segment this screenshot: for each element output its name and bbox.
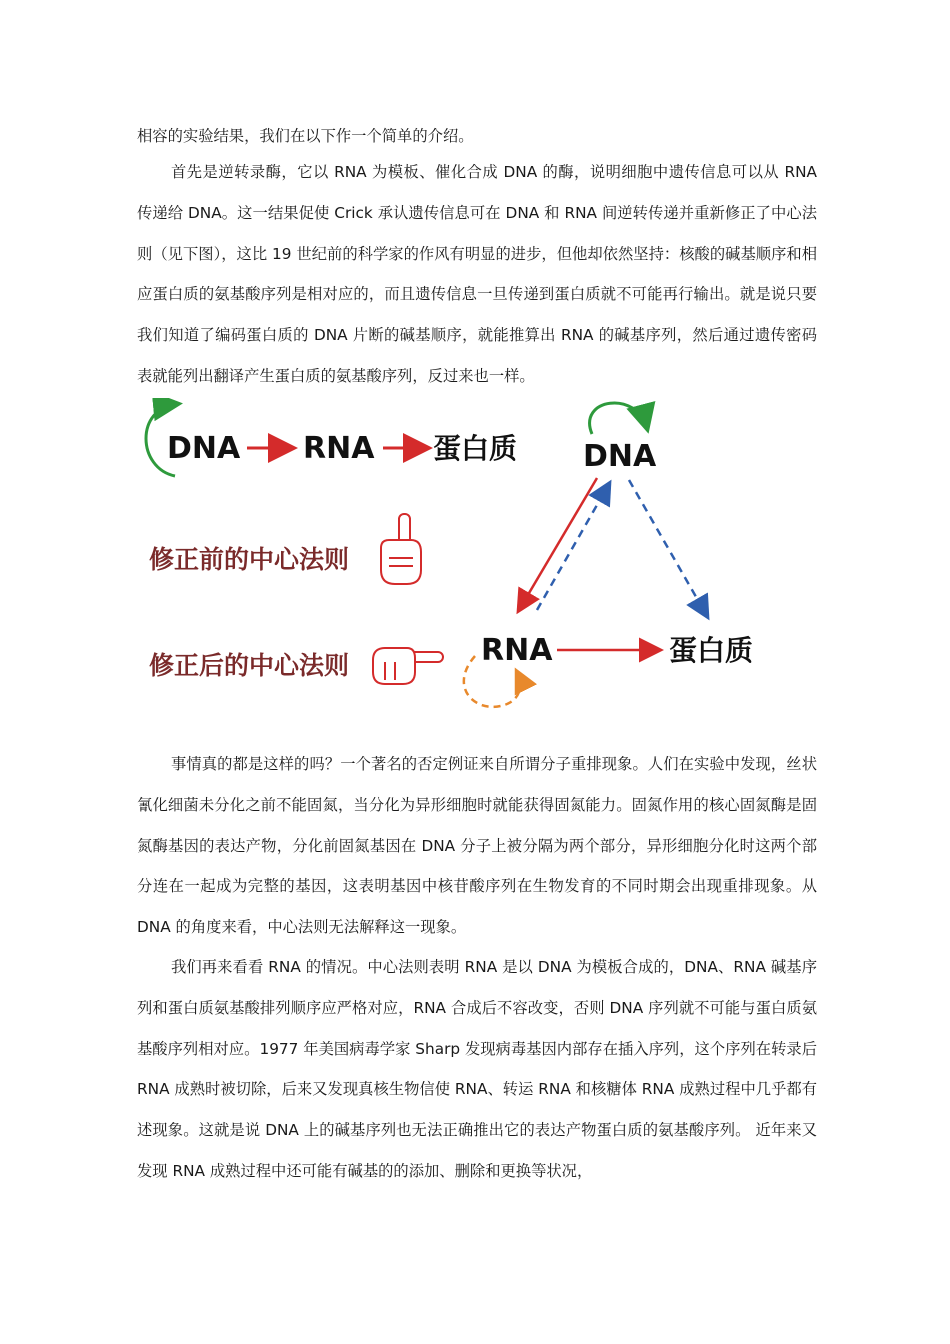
central-dogma-figure (137, 398, 777, 718)
new-protein-label: 蛋白质 (669, 634, 754, 667)
paragraph-rna-processing: 我们再来看看 RNA 的情况。中心法则表明 RNA 是以 DNA 为模板合成的，DNA、RNA 碱基序列和蛋白质氨基酸排列顺序应严格对应，RNA 合成后不容改变，否则 DNA 序列就不可能与蛋白质氨基酸序列相对应。1977 年美国病毒学家 Sharp 发现病毒基因内部存在插入序列，这个序列在转录后 RNA 成熟时被切除，后来又发现真核生物信使 RNA、转运 RNA 和核糖体 RNA 成熟过程中几乎都有述现象。这就是说 DNA 上的碱基序列也无法正确推出它的表达产物蛋白质的氨基酸序列。 近年来又发现 RNA 成熟过程中还可能有碱基的的添加、删除和更换等状况， (137, 958, 817, 1180)
old-rna-label: RNA (303, 431, 375, 466)
new-rna-label: RNA (481, 633, 553, 668)
old-dna-label: DNA (167, 431, 241, 466)
dna-replication-arrow-new (590, 403, 647, 434)
paragraph-molecular-rearrangement: 事情真的都是这样的吗？一个著名的否定例证来自所谓分子重排现象。人们在实验中发现，丝状氰化细菌未分化之前不能固氮，当分化为异形细胞时就能获得固氮能力。固氮作用的核心固氮酶是固氮酶基因的表达产物，分化前固氮基因在 DNA 分子上被分隔为两个部分，异形细胞分化时这两个部分连在一起成为完整的基因，这表明基因中核苷酸序列在生物发育的不同时期会出现重排现象。从 DNA 的角度来看，中心法则无法解释这一现象。 (137, 755, 817, 937)
rna-to-dna-reverse-arrow (519, 478, 597, 610)
paragraph-reverse-transcriptase: 首先是逆转录酶，它以 RNA 为模板、催化合成 DNA 的酶，说明细胞中遗传信息可以从 RNA 传递给 DNA。这一结果促使 Crick 承认遗传信息可在 DNA 和 RNA 间逆转传递并重新修正了中心法则（见下图），这比 19 世纪前的科学家的作风有明显的进步，但他却依然坚持：核酸的碱基顺序和相应蛋白质的氨基酸序列是相对应的，而且遗传信息一旦传递到蛋白质就不可能再行输出。就是说只要我们知道了编码蛋白质的 DNA 片断的碱基顺序，就能推算出 RNA 的碱基序列，然后通过遗传密码表就能列出翻译产生蛋白质的氨基酸序列，反过来也一样。 (137, 163, 817, 385)
old-dogma-caption: 修正前的中心法则 (149, 545, 350, 574)
new-dna-label: DNA (583, 439, 657, 474)
pointing-up-hand-icon (381, 514, 421, 584)
new-dogma-caption: 修正后的中心法则 (149, 651, 350, 680)
dna-to-rna-dashed-arrow (537, 484, 609, 610)
old-protein-label: 蛋白质 (433, 432, 518, 465)
old-dogma-chain (146, 404, 517, 476)
paragraph-intro-end: 相容的实验结果，我们在以下作一个简单的介绍。 (137, 127, 474, 145)
dna-to-protein-dashed-arrow (629, 480, 707, 616)
pointing-right-hand-icon (373, 648, 443, 684)
